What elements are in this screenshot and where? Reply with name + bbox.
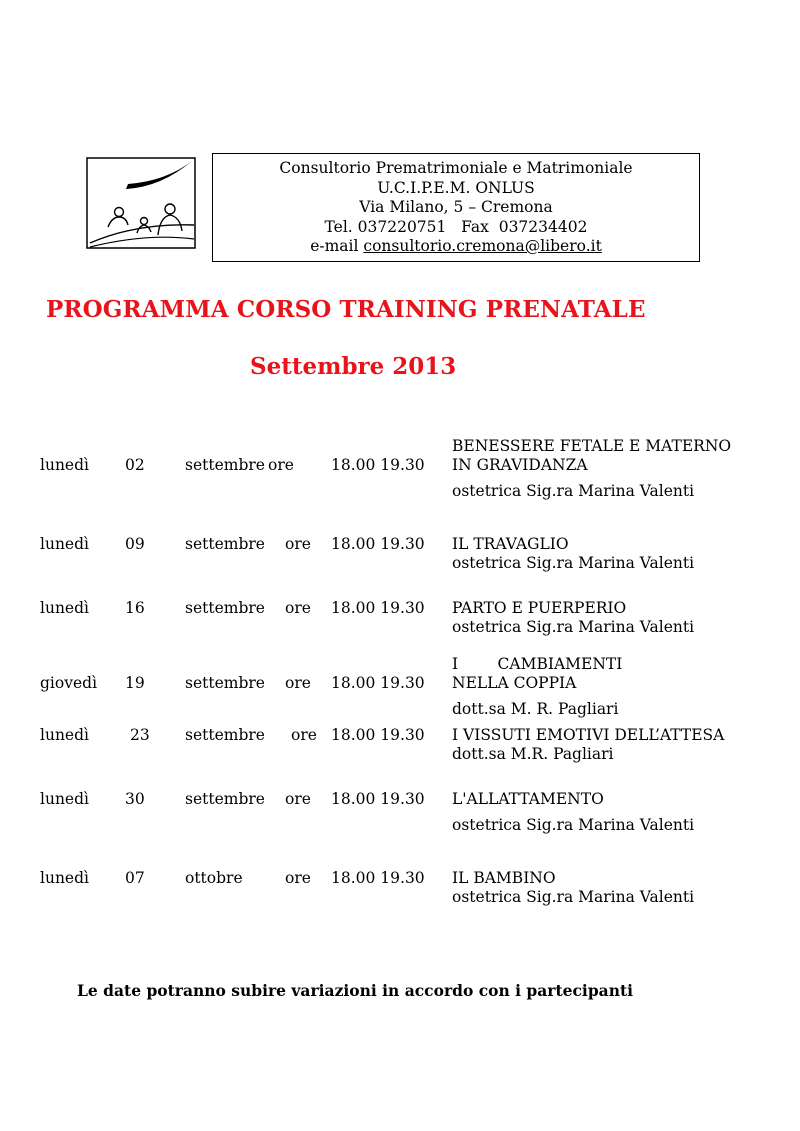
row-topic-line1: BENESSERE FETALE E MATERNO xyxy=(452,437,732,455)
row-topic-line2: IN GRAVIDANZA xyxy=(452,456,588,474)
row-teacher: ostetrica Sig.ra Marina Valenti xyxy=(452,618,695,636)
row-date: 30 xyxy=(125,790,145,808)
row-day: lunedì xyxy=(40,869,89,887)
email-link[interactable]: consultorio.cremona@libero.it xyxy=(363,237,602,255)
page-title: PROGRAMMA CORSO TRAINING PRENATALE xyxy=(46,296,646,323)
footer-note: Le date potranno subire variazioni in accordo con i partecipanti xyxy=(77,981,634,1000)
row-teacher: ostetrica Sig.ra Marina Valenti xyxy=(452,482,695,500)
row-day: lunedì xyxy=(40,790,89,808)
row-time: 18.00 19.30 xyxy=(331,869,425,887)
row-month: settembre xyxy=(185,790,265,808)
row-ore: ore xyxy=(285,869,311,887)
row-teacher: ostetrica Sig.ra Marina Valenti xyxy=(452,816,695,834)
row-ore: ore xyxy=(285,674,311,692)
row-month: settembre xyxy=(185,456,265,474)
row-topic-line1: IL BAMBINO xyxy=(452,869,556,887)
email-label: e-mail xyxy=(310,237,364,255)
row-topic-line1: I CAMBIAMENTI xyxy=(452,655,623,673)
org-name: Consultorio Prematrimoniale e Matrimoniale xyxy=(279,159,633,177)
row-time: 18.00 19.30 xyxy=(331,674,425,692)
email-line xyxy=(213,237,699,257)
row-date: 09 xyxy=(125,535,145,553)
row-time: 18.00 19.30 xyxy=(331,456,425,474)
row-month: settembre xyxy=(185,535,265,553)
row-day: giovedì xyxy=(40,674,98,692)
row-time: 18.00 19.30 xyxy=(331,535,425,553)
row-month: ottobre xyxy=(185,869,243,887)
row-teacher: ostetrica Sig.ra Marina Valenti xyxy=(452,554,695,572)
row-time: 18.00 19.30 xyxy=(331,726,425,744)
row-topic-line1: L'ALLATTAMENTO xyxy=(452,790,604,808)
row-teacher: dott.sa M.R. Pagliari xyxy=(452,745,614,763)
row-month: settembre xyxy=(185,674,265,692)
page-subtitle: Settembre 2013 xyxy=(250,353,457,380)
row-date: 19 xyxy=(125,674,145,692)
row-month: settembre xyxy=(185,599,265,617)
row-time: 18.00 19.30 xyxy=(331,790,425,808)
row-topic-line1: PARTO E PUERPERIO xyxy=(452,599,627,617)
row-day: lunedì xyxy=(40,456,89,474)
phone-fax: Tel. 037220751 Fax 037234402 xyxy=(324,217,588,236)
row-teacher: ostetrica Sig.ra Marina Valenti xyxy=(452,888,695,906)
family-logo-icon xyxy=(86,157,196,249)
row-ore: ore xyxy=(291,726,317,744)
row-date: 23 xyxy=(130,726,150,744)
row-date: 16 xyxy=(125,599,145,617)
row-topic-line1: IL TRAVAGLIO xyxy=(452,535,569,553)
row-time: 18.00 19.30 xyxy=(331,599,425,617)
row-topic-line1: I VISSUTI EMOTIVI DELL’ATTESA xyxy=(452,726,725,744)
row-date: 02 xyxy=(125,456,145,474)
row-day: lunedì xyxy=(40,535,89,553)
row-topic-line2: NELLA COPPIA xyxy=(452,674,577,692)
org-acronym: U.C.I.P.E.M. ONLUS xyxy=(377,178,535,197)
row-date: 07 xyxy=(125,869,145,887)
row-ore: ore xyxy=(285,535,311,553)
row-day: lunedì xyxy=(40,599,89,617)
row-ore: ore xyxy=(285,790,311,808)
row-month: settembre xyxy=(185,726,265,744)
row-teacher: dott.sa M. R. Pagliari xyxy=(452,700,619,718)
address: Via Milano, 5 – Cremona xyxy=(359,198,553,216)
row-ore: ore xyxy=(268,456,294,474)
row-ore: ore xyxy=(285,599,311,617)
header-box xyxy=(212,153,700,262)
row-day: lunedì xyxy=(40,726,89,744)
